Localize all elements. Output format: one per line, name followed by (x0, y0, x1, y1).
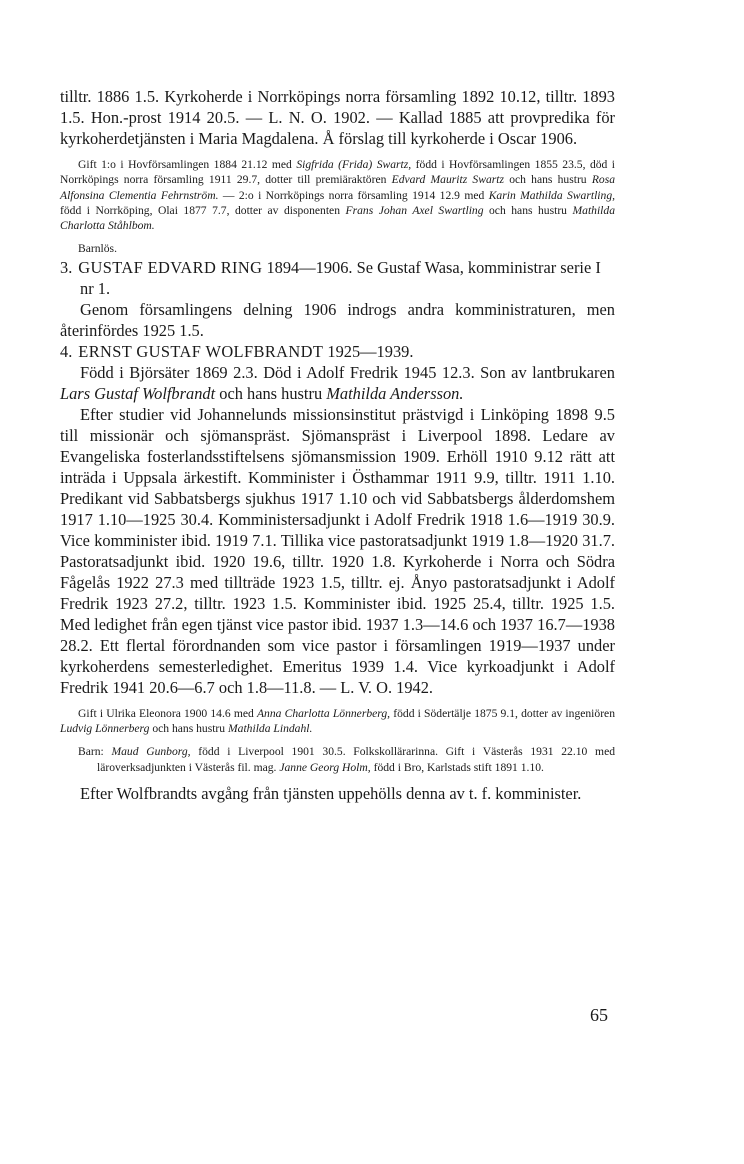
page-body (60, 86, 615, 804)
text: född i Södertälje 1875 9.1, dotter av ingeniören (390, 706, 616, 720)
text: och hans hustru (483, 203, 573, 217)
entry-4-career: Efter studier vid Johannelunds missionsinstitut prästvigd i Linköping 1898 9.5 till missionär och sjömanspräst. Sjömanspräst i Liverpool 1898. Ledare av Evangeliska fosterlandsstiftelsens sjömansmission 1909. Erhöll 1910 9.12 rätt att inträda i Uppsala ärkestift. Komminister i Östhammar 1911 9.9, tilltr. 1911 1.10. Predikant vid Sabbatsbergs sjukhus 1917 1.10 och vid Sabbatsbergs ålderdomshem 1917 1.10—1925 30.4. Komministersadjunkt i Adolf Fredrik 1918 1.6—1919 30.9. Vice komminister ibid. 1919 7.1. Tillika vice pastoratsadjunkt 1919 1.8—1920 31.7. Pastoratsadjunkt ibid. 1920 19.6, tilltr. 1920 1.8. Kyrkoherde i Norra och Södra Fågelås 1922 27.3 med tillträde 1923 1.5, tilltr. ej. Ånyo pastoratsadjunkt i Adolf Fredrik 1923 27.2, tilltr. 1923 1.5. Komminister ibid. 1925 25.4, tilltr. 1925 1.5. Med ledighet från egen tjänst vice pastor ibid. 1937 1.3—14.6 och 1937 16.7—1938 28.2. Ett flertal förordnanden som vice pastor i församlingen 1919—1937 under kyrkoherdens semesterledighet. Emeritus 1939 1.4. Vice kyrkoadjunkt i Adolf Fredrik 1941 20.6—6.7 och 1.8—11.8. — L. V. O. 1942. (60, 404, 615, 697)
person-name: Janne Georg Holm, (279, 760, 371, 774)
person-name: Rosa Alfonsina Clementia Fehrnström. (60, 173, 615, 202)
intro-children-note: Barnlös. (78, 242, 117, 256)
text: född i Hovförsamlingen 1855 23.5, död i Norrköpings norra församling 1911 29.7, dotter till premiäraktören (60, 158, 616, 187)
text: född i Bro, Karlstads stift 1891 1.10. (370, 760, 544, 774)
closing-paragraph: Efter Wolfbrandts avgång från tjänsten uppehölls denna av t. f. komminister. (80, 783, 582, 803)
entry-4-heading (60, 341, 615, 362)
entry-4-marriage-note (60, 706, 615, 737)
entry-details: 1894—1906. Se Gustaf Wasa, komministrar serie I nr 1. (80, 257, 601, 298)
entry-name: GUSTAF EDVARD RING (78, 257, 263, 277)
text: född i Norrköping, Olai 1877 7.7, dotter av disponenten (60, 203, 346, 217)
spouse-name: Karin Mathilda Swartling, (488, 188, 616, 202)
mother-name: Mathilda Andersson. (326, 383, 464, 403)
entry-4-birth (60, 362, 615, 404)
child-name: Maud Gunborg, (111, 745, 191, 759)
entry-number: 3. (60, 257, 73, 277)
text: och hans hustru (149, 722, 228, 736)
text: Född i Björsäter 1869 2.3. Död i Adolf Fredrik 1945 12.3. Son av lantbrukaren (80, 362, 615, 382)
text: och hans hustru (504, 173, 592, 187)
spouse-name: Anna Charlotta Lönnerberg, (256, 706, 391, 720)
entry-name: ERNST GUSTAF WOLFBRANDT (78, 341, 324, 361)
page-number: 65 (590, 1005, 608, 1025)
entry-4-children-note (60, 744, 615, 775)
entry-3-note: Genom församlingens delning 1906 indrogs andra komministraturen, men återinfördes 1925 1.5. (60, 299, 615, 340)
person-name: Edvard Mauritz Swartz (391, 173, 505, 187)
entry-number: 4. (60, 341, 73, 361)
person-name: Mathilda Lindahl. (228, 722, 313, 736)
text: — 2:o i Norrköpings norra församling 1914 12.9 med (218, 188, 489, 202)
person-name: Ludvig Lönnerberg (60, 722, 150, 736)
text: Barn: (78, 745, 112, 759)
intro-marriage-note (60, 157, 615, 233)
text: Gift 1:o i Hovförsamlingen 1884 21.12 med (78, 158, 297, 171)
text: född i Liverpool 1901 30.5. Folkskollärarinna. Gift i Västerås 1931 22.10 med läroverksadjunkten i Västerås fil. mag. (97, 745, 616, 774)
entry-years: 1925—1939. (323, 341, 414, 361)
person-name: Mathilda Charlotta Ståhlbom. (60, 203, 615, 233)
text: Gift i Ulrika Eleonora 1900 14.6 med (78, 706, 257, 720)
person-name: Frans Johan Axel Swartling (345, 203, 484, 217)
entry-3-heading (60, 257, 615, 299)
spouse-name: Sigfrida (Frida) Swartz, (296, 158, 412, 171)
intro-paragraph: tilltr. 1886 1.5. Kyrkoherde i Norrköpings norra församling 1892 10.12, tilltr. 1893 1.5. Hon.-prost 1914 20.5. — L. N. O. 1902. — Kallad 1885 att provpredika för kyrkoherdetjänsten i Maria Magdalena. Å förslag till kyrkoherde i Oscar 1906. (60, 87, 615, 148)
father-name: Lars Gustaf Wolfbrandt (60, 383, 216, 403)
text: och hans hustru (215, 383, 327, 403)
